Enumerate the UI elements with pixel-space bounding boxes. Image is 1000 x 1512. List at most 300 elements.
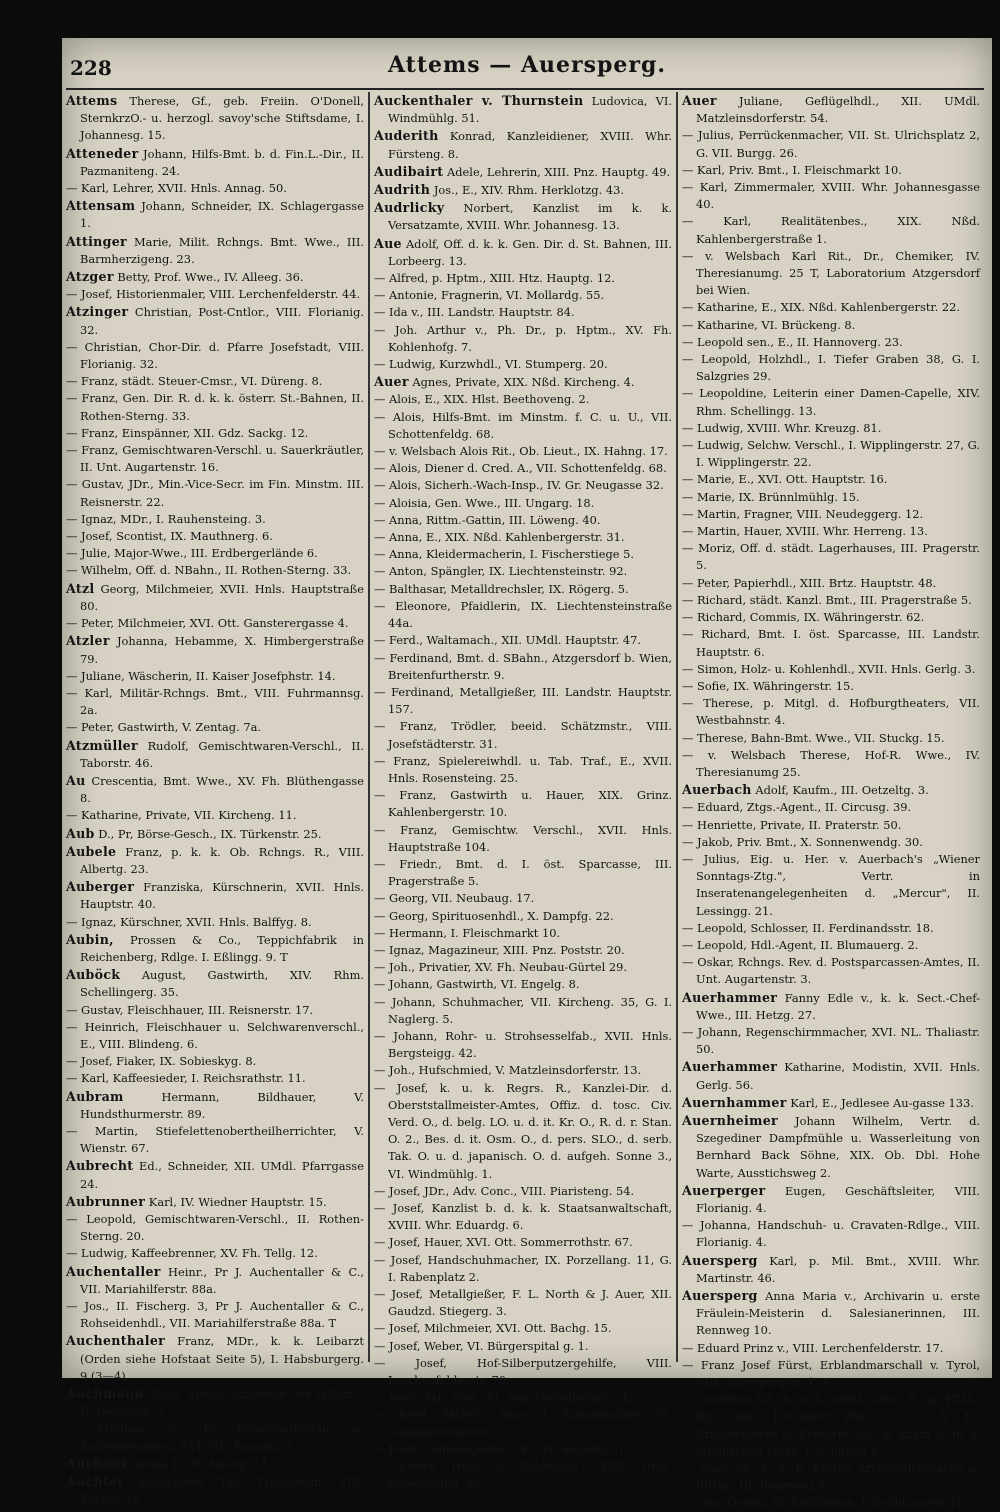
entry-text: — Gustav, Fleischhauer, III. Reisnerstr. 17. xyxy=(66,1002,314,1017)
entry-text: — Alois, E., XIX. Hlst. Beethoveng. 2. xyxy=(374,392,590,407)
entry-surname: Audrlicky xyxy=(374,200,445,216)
entry-text: Jos., E., XIV. Rhm. Herklotzg. 43. xyxy=(430,183,624,198)
entry-surname: Au xyxy=(66,772,86,788)
entry-text: — Joh., Privatier, XV. Fh. Neubau-Gürtel 29. xyxy=(374,960,627,975)
directory-entry xyxy=(682,334,980,351)
entry-surname: Aue xyxy=(374,235,402,251)
directory-entry xyxy=(374,127,672,162)
entry-text: — Josef, Lohnwagenbes., E., VI. Aegidig. 10. xyxy=(374,1441,631,1456)
entry-text: — Marie, IX. Brünnlmühlg. 15. xyxy=(682,489,860,504)
directory-entry xyxy=(374,373,672,391)
directory-entry xyxy=(682,937,980,954)
directory-entry xyxy=(66,1332,364,1385)
directory-entry xyxy=(682,248,980,300)
directory-entry xyxy=(66,303,364,338)
entry-text: — Gottfried Gf., k. u. k. wirkl. Ghm. R., p. FZM., Rgt. Inh., LOComdr. (RD.), 2., i. V. K., Erbkämmerer u. Erbmarschall in Krain u. in d. Windischen Mark, I. Schulhof 6. xyxy=(682,1392,980,1458)
entry-text: — Ignaz, Kürschner, XVII. Hnls. Balffyg. 8. xyxy=(66,914,312,929)
directory-entry xyxy=(374,199,672,234)
entry-text: — Josef, Möbel-, Bau- u. Kunsttischler, VI. Gumpendorferstr. 15. xyxy=(374,1407,672,1439)
directory-entry xyxy=(66,390,364,424)
entry-text: — Josef, Scontist, IX. Mauthnerg. 6. xyxy=(66,529,273,544)
entry-surname: Auckenthaler v. Thurnstein xyxy=(374,93,584,108)
directory-entry xyxy=(66,528,364,545)
directory-entry xyxy=(682,730,980,747)
entry-text: — Antonie, Fragnerin, VI. Mollardg. 55. xyxy=(374,288,605,303)
entry-text: — Eduard Prinz v., VIII. Lerchenfelderstr. 17. xyxy=(682,1340,944,1355)
directory-entry xyxy=(374,304,672,321)
entry-surname: Attensam xyxy=(66,198,136,214)
entry-text: — Julius, Eig. u. Her. v. Auerbach's „Wiener Sonntags-Ztg.", Vertr. in Inseratenangelegenheiten d. „Mercur", II. Lessingg. 21. xyxy=(682,851,980,918)
directory-entry xyxy=(374,1389,672,1406)
entry-text: Johann, Schneider, IX. Schlagergasse 1. xyxy=(80,199,364,231)
entry-text: — Johann, Gastwirth, VI. Engelg. 8. xyxy=(374,977,580,992)
directory-entry xyxy=(374,822,672,856)
directory-entry xyxy=(682,1024,980,1058)
entry-text: — Juliane, Wäscherin, II. Kaiser Josefphstr. 14. xyxy=(66,668,336,683)
entry-surname: Auchter xyxy=(66,1474,125,1490)
directory-entry xyxy=(66,1002,364,1019)
entry-text: — Anna, Kleidermacherin, I. Fischerstiege 5. xyxy=(374,547,635,562)
entry-text: — Josef, k. u. k. Regrs. R., Kanzlei-Dir. d. Oberststallmeister-Amtes, Offiz. d. tosc. Civ. Verd. O., d. belg. LO. u. d. it. Kr. O., R. d. r. Stan. O. 2., Bes. d. it. Osm. O., d. pers. SLO., d. serb. Tak. O. u. d. japanisch. O. d. aufgeh. Sonne 3., VI. Windmühlg. 1. xyxy=(374,1080,672,1181)
entry-surname: Auchentaller xyxy=(66,1263,161,1279)
directory-entry xyxy=(374,181,672,199)
entry-text: — Therese, p. Mitgl. d. Hofburgtheaters, VII. Westbahnstr. 4. xyxy=(682,696,980,728)
directory-entry xyxy=(374,650,672,684)
directory-entry xyxy=(682,540,980,574)
entry-text: — Jakob, Priv. Bmt., X. Sonnenwendg. 30. xyxy=(682,834,923,849)
directory-entry xyxy=(66,562,364,579)
directory-entry xyxy=(66,442,364,476)
directory-entry xyxy=(682,989,980,1024)
directory-entry xyxy=(66,685,364,719)
entry-text: — Josef, Historienmaler, VIII. Lerchenfelderstr. 44. xyxy=(66,287,361,302)
entry-text: — Eleonore, Pfaidlerin, IX. Liechtensteinstraße 44a. xyxy=(374,598,672,631)
directory-entry xyxy=(682,592,980,609)
entry-text: Franziska, Kürschnerin, XVII. Hnls. Hauptstr. 40. xyxy=(80,880,364,912)
column-3 xyxy=(682,92,980,1510)
column-1 xyxy=(66,92,364,1507)
entry-text: Eugen, Geschäftsleiter, VIII. Florianig. 4. xyxy=(696,1183,980,1215)
entry-text: — Ludwig, XVIII. Whr. Kreuzg. 81. xyxy=(682,420,882,435)
entry-text: — Franz, Einspänner, XII. Gdz. Sackg. 12. xyxy=(66,425,309,440)
entry-text: — Julie, Major-Wwe., III. Erdbergerlände 6. xyxy=(66,546,318,561)
directory-entry xyxy=(374,1458,672,1492)
entry-text: — Franz Josef Fürst, Erblandmarschall v. Tyrol, VIII. Auerspergstr. 1. T xyxy=(682,1357,980,1390)
entry-text: August, Gastwirth, XIV. Rhm. Schellingerg. 35. xyxy=(80,968,364,1000)
entry-text: — Leopoldine, Leiterin einer Damen-Capelle, XIV. Rhm. Schellingg. 13. xyxy=(682,386,980,418)
entry-text: Franz, MDr., k. k. Leibarzt (Orden siehe Hofstaat Seite 5), I. Habsburgerg. 9 (3—4). xyxy=(80,1334,364,1383)
directory-entry xyxy=(66,1088,364,1123)
directory-entry xyxy=(374,1406,672,1440)
running-title: Attems — Auersperg. xyxy=(387,52,667,78)
entry-text: Magdalene, Tab. Trafikantin, VIII. Tigerg. 18. xyxy=(80,1475,364,1507)
directory-entry xyxy=(682,1340,980,1357)
entry-text: — Johann, Schuhmacher, VII. Kircheng. 35, G. I. Naglerg. 5. xyxy=(374,994,672,1026)
entry-text: — Simon, Holz- u. Kohlenhdl., XVII. Hnls. Gerlg. 3. xyxy=(682,661,976,676)
entry-surname: Atzl xyxy=(66,580,95,596)
page-header xyxy=(62,52,992,86)
entry-surname: Auersperg xyxy=(682,1252,758,1268)
directory-entry xyxy=(682,1494,980,1511)
directory-entry xyxy=(66,1211,364,1245)
entry-surname: Aubin, xyxy=(66,931,114,947)
directory-entry xyxy=(374,92,672,127)
directory-entry xyxy=(66,632,364,667)
entry-text: — Johann, Rohr- u. Strohsesselfab., XVII. Hnls. Bergsteigg. 42. xyxy=(374,1028,672,1061)
directory-entry xyxy=(682,317,980,334)
entry-text: Rudolf, Gemischtwaren-Verschl., II. Taborstr. 46. xyxy=(80,738,364,770)
directory-entry xyxy=(66,1053,364,1070)
entry-text: — Josef, Hof-Silberputzergehilfe, VIII. Lerchenfelderstr. 70. xyxy=(374,1355,672,1388)
directory-entry xyxy=(682,1112,980,1182)
directory-entry xyxy=(66,1123,364,1157)
entry-surname: Auderith xyxy=(374,128,439,144)
entry-text: Johann Wilhelm, Vertr. d. Szegediner Dampfmühle u. Wasserleitung von Bernhard Back Söhne, XIX. Ob. Dbl. Hohe Warte, Ausstichsweg 2. xyxy=(696,1113,980,1180)
entry-text: Franz, p. k. k. Ob. Rchngs. R., VIII. Albertg. 23. xyxy=(80,844,364,876)
entry-text: — Friedr., Bmt. d. I. öst. Sparcasse, III. Pragerstraße 5. xyxy=(374,856,672,889)
entry-surname: Auböck xyxy=(66,967,121,983)
entry-text: — Josef, Weber, VI. Bürgerspital g. 1. xyxy=(374,1338,589,1353)
entry-surname: Auernhammer xyxy=(682,1094,787,1110)
directory-entry xyxy=(66,1019,364,1053)
columns xyxy=(66,92,986,1510)
directory-entry xyxy=(682,851,980,920)
directory-entry xyxy=(66,843,364,878)
entry-text: D., Pr, Börse-Gesch., IX. Türkenstr. 25. xyxy=(94,826,322,841)
directory-entry xyxy=(374,529,672,546)
directory-entry xyxy=(682,1058,980,1093)
entry-text: — Joh. Arthur v., Ph. Dr., p. Hptm., XV. Fh. Kohlenhofg. 7. xyxy=(374,322,672,354)
entry-surname: Atzmüller xyxy=(66,737,138,753)
entry-surname: Attems xyxy=(66,93,118,108)
directory-entry xyxy=(682,162,980,179)
directory-entry xyxy=(682,179,980,213)
entry-text: — Eduard, Ztgs.-Agent., II. Circusg. 39. xyxy=(682,800,912,815)
directory-entry xyxy=(682,817,980,834)
entry-text: — Gustav, JDr., Min.-Vice-Secr. im Fin. Minstm. III. Reisnerstr. 22. xyxy=(66,477,364,509)
directory-entry xyxy=(682,1217,980,1251)
entry-text: — Jos., II. Fischerg. 3, Pr J. Auchentaller & C., Rohseidenhdl., VII. Mariahilferstraße 88a. T xyxy=(66,1299,364,1331)
entry-surname: Atzger xyxy=(66,269,114,285)
entry-text: — Ludwig, Kurzwhdl., VI. Stumperg. 20. xyxy=(374,357,608,372)
entry-text: — Richard, städt. Kanzl. Bmt., III. Pragerstraße 5. xyxy=(682,592,972,607)
directory-entry xyxy=(374,409,672,443)
directory-entry xyxy=(374,976,672,993)
entry-text: — Ferdinand, Bmt. d. SBahn., Atzgersdorf b. Wien, Breitenfurtherstr. 9. xyxy=(374,650,672,682)
entry-text: — Josef, Fiaker, IX. Sobieskyg. 8. xyxy=(66,1054,257,1069)
entry-text: — Martin, Hauer, XVIII. Whr. Herreng. 13. xyxy=(682,524,928,539)
entry-text: — Josef, Kanzlist b. d. k. k. Staatsanwaltschaft, XVIII. Whr. Eduardg. 6. xyxy=(374,1201,672,1233)
directory-entry xyxy=(374,994,672,1028)
entry-text: Anton, E., IV. Mostg. 11. xyxy=(127,1456,272,1471)
directory-entry xyxy=(374,890,672,907)
directory-entry xyxy=(66,1455,364,1473)
entry-text: — Franz, Spielereiwhdl. u. Tab. Traf., E., XVII. Hnls. Rosensteing. 25. xyxy=(374,753,672,785)
directory-entry xyxy=(682,1460,980,1494)
entry-surname: Atzler xyxy=(66,633,110,649)
directory-entry xyxy=(374,563,672,580)
directory-entry xyxy=(66,286,364,303)
entry-text: Karl, p. Mil. Bmt., XVIII. Whr. Martinstr. 46. xyxy=(696,1253,980,1285)
entry-text: — Heinrich, Fleischhauer u. Selchwarenverschl., E., VIII. Blindeng. 6. xyxy=(66,1019,364,1051)
directory-entry xyxy=(682,385,980,419)
entry-text: Hermann, Bildhauer, V. Hundsthurmerstr. 89. xyxy=(80,1089,364,1121)
directory-entry xyxy=(374,1183,672,1200)
directory-entry xyxy=(66,1385,364,1420)
entry-surname: Aubram xyxy=(66,1088,124,1104)
entry-surname: Aubrunner xyxy=(66,1193,146,1209)
directory-entry xyxy=(682,437,980,471)
directory-entry xyxy=(682,471,980,488)
entry-text: — Katharine, Private, VII. Kircheng. 11. xyxy=(66,808,297,823)
entry-text: — Alfred, p. Hptm., XIII. Htz. Hauptg. 12. xyxy=(374,271,615,286)
directory-entry xyxy=(682,489,980,506)
directory-entry xyxy=(374,495,672,512)
directory-entry xyxy=(682,351,980,385)
directory-entry xyxy=(682,661,980,678)
entry-text: — Ferd., Waltamach., XII. UMdl. Hauptstr. 47. xyxy=(374,633,642,648)
directory-entry xyxy=(682,506,980,523)
entry-text: — Leopold, Gemischtwaren-Verschl., II. Rothen-Sterng. 20. xyxy=(66,1212,364,1244)
directory-entry xyxy=(374,1355,672,1389)
directory-entry xyxy=(66,425,364,442)
directory-entry xyxy=(66,914,364,931)
directory-entry xyxy=(682,213,980,247)
entry-text: — Franz, Gemischtwaren-Verschl. u. Sauerkräutler, II. Unt. Augartenstr. 16. xyxy=(66,443,364,475)
directory-entry xyxy=(374,460,672,477)
entry-text: — Josef, Metallgießer, F. L. North & J. Auer, XII. Gaudzd. Stiegerg. 3. xyxy=(374,1287,672,1319)
entry-text: Anna Maria v., Archivarin u. erste Fräulein-Meisterin d. Salesianerinnen, III. Rennweg 10. xyxy=(696,1289,980,1338)
entry-text: Karl, IV. Wiedner Hauptstr. 15. xyxy=(145,1194,327,1209)
entry-text: — Ida v., III. Landstr. Hauptstr. 84. xyxy=(374,305,575,320)
entry-text: Christian, Post-Cntlor., VIII. Florianig. 32. xyxy=(80,305,364,337)
entry-text: Heinr., Pr J. Auchentaller & C., VII. Mariahilferstr. 88a. xyxy=(80,1264,364,1296)
entry-text: — Josef Gf., k. u. k. Ersten Arcierenleibgarde u. Rittm., III. Rennweg 3. xyxy=(682,1461,980,1493)
entry-surname: Aub xyxy=(66,825,95,841)
entry-text: — Martin, Fragner, VIII. Neudeggerg. 12. xyxy=(682,506,924,521)
entry-text: — Olga Gräfin, St. KrzODame, I. Zedlitzgasse 11. xyxy=(682,1495,967,1510)
entry-text: — Franz, Trödler, beeid. Schätzmstr., VIII. Josefstädterstr. 31. xyxy=(374,719,672,751)
directory-entry xyxy=(66,966,364,1001)
entry-text: — Alois, Hilfs-Bmt. im Minstm. f. C. u. U., VII. Schottenfeldg. 68. xyxy=(374,409,672,441)
directory-entry xyxy=(66,719,364,736)
directory-entry xyxy=(66,1245,364,1262)
entry-text: — Peter, Papierhdl., XIII. Brtz. Hauptstr. 48. xyxy=(682,575,937,590)
entry-surname: Audrith xyxy=(374,182,431,198)
directory-entry xyxy=(66,197,364,232)
directory-entry xyxy=(374,270,672,287)
directory-entry xyxy=(374,856,672,890)
directory-entry xyxy=(682,609,980,626)
entry-surname: Auchner xyxy=(66,1455,128,1471)
directory-entry xyxy=(374,287,672,304)
directory-entry xyxy=(66,545,364,562)
entry-text: — Leopold, Hdl.-Agent, II. Blumauerg. 2. xyxy=(682,937,919,952)
directory-entry xyxy=(374,512,672,529)
entry-text: — Alois, Sicherh.-Wach-Insp., IV. Gr. Neugasse 32. xyxy=(374,478,664,493)
entry-text: — Josef, JDr., Adv. Conc., VIII. Piaristeng. 54. xyxy=(374,1183,635,1198)
directory-entry xyxy=(682,747,980,781)
directory-entry xyxy=(374,581,672,598)
entry-text: — Katharine, VI. Brückeng. 8. xyxy=(682,317,856,332)
entry-text: — v. Welsbach Therese, Hof-R. Wwe., IV. Theresianumg 25. xyxy=(682,747,980,779)
entry-text: — Therese, Bahn-Bmt. Wwe., VII. Stuckg. 15. xyxy=(682,730,945,745)
entry-text: — Leopold sen., E., II. Hannoverg. 23. xyxy=(682,334,903,349)
entry-surname: Auerhammer xyxy=(682,989,778,1005)
directory-entry xyxy=(374,1080,672,1183)
directory-entry xyxy=(374,959,672,976)
entry-text: — Josef, Handschuhmacher, IX. Porzellang. 11, G. I. Rabenplatz 2. xyxy=(374,1252,672,1284)
entry-text: Katharine, Modistin, XVII. Hnls. Gerlg. 56. xyxy=(696,1060,980,1092)
entry-text: Karl, E., Jedlesee Au-gasse 133. xyxy=(786,1095,974,1110)
directory-entry xyxy=(374,1028,672,1062)
entry-text: — Karl, Realitätenbes., XIX. Nßd. Kahlenbergerstraße 1. xyxy=(682,214,980,246)
entry-text: — Katharine, E., XIX. Nßd. Kahlenbergerstr. 22. xyxy=(682,300,960,315)
entry-surname: Auer xyxy=(682,93,717,108)
entry-text: — Josef, Milchmeier, XVI. Ott. Bachg. 15. xyxy=(374,1321,612,1336)
entry-text: — v. Welsbach Alois Rit., Ob. Lieut., IX. Hahng. 17. xyxy=(374,444,668,459)
directory-entry xyxy=(682,1182,980,1217)
entry-surname: Auersperg xyxy=(682,1288,758,1304)
entry-text: — Balthasar, Metalldrechsler, IX. Rögerg. 5. xyxy=(374,581,629,596)
entry-surname: Auerhammer xyxy=(682,1059,778,1075)
entry-surname: Audibairt xyxy=(374,163,444,179)
directory-entry xyxy=(374,925,672,942)
directory-entry xyxy=(374,684,672,718)
header-rule xyxy=(66,88,984,90)
entry-text: — Joh., Hufschmied, V. Matzleinsdorferstr. 13. xyxy=(374,1063,642,1078)
entry-text: — Anna, E., XIX. Nßd. Kahlenbergerstr. 31. xyxy=(374,530,625,545)
entry-text: — Christian, Chor-Dir. d. Pfarre Josefstadt, VIII. Florianig. 32. xyxy=(66,339,364,372)
directory-entry xyxy=(374,1234,672,1251)
entry-text: — Sofie, IX. Währingerstr. 15. xyxy=(682,678,854,693)
entry-surname: Attinger xyxy=(66,233,127,249)
entry-text: — Peter, Milchmeier, XVI. Ott. Gansterergasse 4. xyxy=(66,616,349,631)
directory-entry xyxy=(66,737,364,772)
entry-text: — Franz, Gen. Dir. R. d. k. k. österr. St.-Bahnen, II. Rothen-Sterng. 33. xyxy=(66,391,364,423)
entry-text: — Ludwig, Kaffeebrenner, XV. Fh. Tellg. 12. xyxy=(66,1246,318,1261)
directory-entry xyxy=(66,1193,364,1211)
entry-text: — Ludwig, Selchw. Verschl., I. Wipplingerstr. 27, G. I. Wipplingerstr. 22. xyxy=(682,438,980,470)
entry-text: — Anton, Spängler, IX. Liechtensteinstr. 92. xyxy=(374,564,628,579)
entry-text: — Anna, Rittm.-Gattin, III. Löweng. 40. xyxy=(374,512,601,527)
directory-entry xyxy=(374,1286,672,1320)
directory-entry xyxy=(682,1094,980,1112)
directory-entry xyxy=(66,580,364,615)
directory-entry xyxy=(374,787,672,821)
directory-entry xyxy=(374,1338,672,1355)
entry-text: Ed., Schneider, XII. UMdl. Pfarrgasse 24. xyxy=(80,1159,364,1191)
directory-entry xyxy=(682,695,980,729)
directory-entry xyxy=(374,908,672,925)
entry-surname: Auer xyxy=(374,374,409,390)
entry-text: Johann, Hilfs-Bmt. b. d. Fin.L.-Dir., II. Pazmaniteng. 24. xyxy=(80,146,364,178)
directory-entry xyxy=(374,477,672,494)
directory-entry xyxy=(374,443,672,460)
directory-entry xyxy=(682,127,980,161)
entry-text: — Johanna, Handschuh- u. Cravaten-Rdlge., VIII. Florianig. 4. xyxy=(682,1218,980,1250)
entry-text: Prossen & Co., Teppichfabrik in Reichenberg, Rdlge. I. Eßlingg. 9. T xyxy=(80,932,364,964)
entry-text: Konrad, Kanzleidiener, XVIII. Whr. Fürsteng. 8. xyxy=(388,129,672,161)
entry-text: — Richard, Bmt. I. öst. Sparcasse, III. Landstr. Hauptstr. 6. xyxy=(682,627,980,659)
directory-entry xyxy=(374,1062,672,1079)
entry-text: — Leopold, Schlosser, II. Ferdinandsstr. 18. xyxy=(682,920,934,935)
entry-text: — Aloisia, Gen. Wwe., III. Ungarg. 18. xyxy=(374,495,595,510)
column-divider xyxy=(676,92,678,1362)
directory-entry xyxy=(66,1070,364,1087)
entry-text: — Johann, Regenschirmmacher, XVI. NL. Thaliastr. 50. xyxy=(682,1024,980,1057)
entry-text: — Franz, städt. Steuer-Cmsr., VI. Düreng. 8. xyxy=(66,374,323,389)
entry-text: Agnes, Private, XIX. Nßd. Kircheng. 4. xyxy=(408,375,635,390)
directory-page xyxy=(62,38,992,1510)
directory-entry xyxy=(66,615,364,632)
entry-text: — Hermann, I. Fleischmarkt 10. xyxy=(374,925,561,940)
entry-text: — Franz, Gastwirth u. Hauer, XIX. Grinz. Kahlenbergerstr. 10. xyxy=(374,788,672,820)
directory-entry xyxy=(682,781,980,799)
entry-surname: Auerperger xyxy=(682,1182,766,1198)
entry-text: Adele, Lehrerin, XIII. Pnz. Hauptg. 49. xyxy=(443,164,671,179)
entry-text: — Moriz, Off. d. städt. Lagerhauses, III. Pragerstr. 5. xyxy=(682,541,980,573)
entry-surname: Auerbach xyxy=(682,782,752,798)
directory-entry xyxy=(682,799,980,816)
directory-entry xyxy=(66,1298,364,1332)
directory-entry xyxy=(66,511,364,528)
entry-text: — Oskar, Rchngs. Rev. d. Postsparcassen-Amtes, II. Unt. Augartenstr. 3. xyxy=(682,955,980,987)
entry-text: — Julius, Perrückenmacher, VII. St. Ulrichsplatz 2, G. VII. Burgg. 26. xyxy=(682,128,980,160)
directory-entry xyxy=(374,942,672,959)
directory-entry xyxy=(374,1200,672,1234)
directory-entry xyxy=(682,1357,980,1391)
entry-text: — Peter, Gastwirth, V. Zentag. 7a. xyxy=(66,720,261,735)
page-number: 228 xyxy=(70,56,112,80)
entry-surname: Auernheimer xyxy=(682,1112,778,1128)
directory-entry xyxy=(374,753,672,787)
entry-text: — v. Welsbach Karl Rit., Dr., Chemiker, IV. Theresianumg. 25 T, Laboratorium Atzgersdorf bei Wien. xyxy=(682,248,980,298)
entry-text: — Richard, Commis, IX. Währingerstr. 62. xyxy=(682,610,925,625)
directory-entry xyxy=(66,268,364,286)
directory-entry xyxy=(682,678,980,695)
directory-entry xyxy=(374,391,672,408)
directory-entry xyxy=(66,339,364,373)
entry-text: — Leopold, Holzhdl., I. Tiefer Graben 38, G. I. Salzgries 29. xyxy=(682,352,980,384)
entry-text: — Georg, Spirituosenhdl., X. Dampfg. 22. xyxy=(374,908,614,923)
directory-entry xyxy=(66,233,364,268)
directory-entry xyxy=(682,834,980,851)
entry-text: — Karl, Lehrer, XVII. Hnls. Annag. 50. xyxy=(66,181,287,196)
directory-entry xyxy=(66,476,364,510)
entry-text: Crescentia, Bmt. Wwe., XV. Fh. Blüthengasse 8. xyxy=(80,773,364,806)
entry-text: — Ferdinand, Metallgießer, III. Landstr. Hauptstr. 157. xyxy=(374,684,672,717)
column-divider xyxy=(368,92,370,1362)
entry-text: — Mathias, E., Pr Feigenkaffeefab. u. Kaffeebrennerei, XVI. NL. Koppstr. 3. xyxy=(66,1421,364,1453)
entry-text: — Franz, Gemischtw. Verschl., XVII. Hnls. Hauptstraße 104. xyxy=(374,822,672,854)
entry-text: — Georg, VII. Neubaug. 17. xyxy=(374,891,535,906)
column-2 xyxy=(374,92,672,1491)
directory-entry xyxy=(66,807,364,824)
entry-text: Johanna, Hebamme, X. Himbergerstraße 79. xyxy=(80,634,364,666)
entry-surname: Aubrecht xyxy=(66,1158,134,1174)
entry-text: Betty, Prof. Wwe., IV. Alleeg. 36. xyxy=(113,270,304,285)
directory-entry xyxy=(66,1157,364,1192)
entry-text: — Karl, Kaffeesieder, I. Reichsrathstr. 11. xyxy=(66,1071,306,1086)
directory-entry xyxy=(682,920,980,937)
directory-entry xyxy=(66,145,364,180)
entry-text: — Marie, E., XVI. Ott. Hauptstr. 16. xyxy=(682,472,888,487)
directory-entry xyxy=(374,1320,672,1337)
directory-entry xyxy=(374,1441,672,1458)
directory-entry xyxy=(66,825,364,843)
directory-entry xyxy=(66,1420,364,1454)
